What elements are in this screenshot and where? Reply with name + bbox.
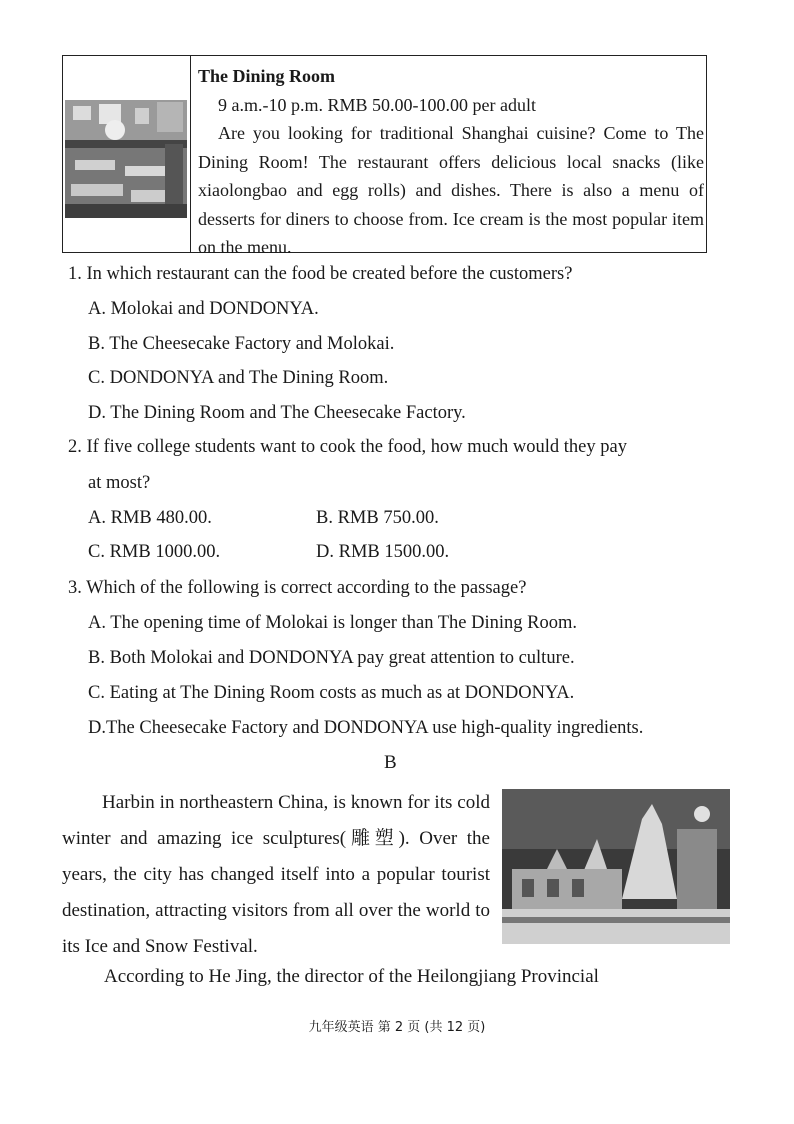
question-2-option-a: A. RMB 480.00. xyxy=(88,508,212,528)
question-1-stem: 1. In which restaurant can the food be created before the customers? xyxy=(68,264,573,284)
ice-sculpture-photo xyxy=(502,789,730,944)
question-2-option-b: B. RMB 750.00. xyxy=(316,508,439,528)
question-3-option-b: B. Both Molokai and DONDONYA pay great attention to culture. xyxy=(88,648,575,668)
question-1-option-d: D. The Dining Room and The Cheesecake Factory. xyxy=(88,403,466,423)
section-letter: B xyxy=(384,752,397,773)
page-footer: 九年级英语 第 2 页 (共 12 页) xyxy=(308,1020,486,1035)
box-divider xyxy=(190,56,191,252)
question-2-option-c: C. RMB 1000.00. xyxy=(88,542,221,562)
question-1-option-a: A. Molokai and DONDONYA. xyxy=(88,299,319,319)
question-3-option-a: A. The opening time of Molokai is longer than The Dining Room. xyxy=(88,613,577,633)
passage-paragraph-2: According to He Jing, the director of the Heilongjiang Provincial xyxy=(104,966,599,987)
restaurant-hours-price: 9 a.m.-10 p.m. RMB 50.00-100.00 per adult xyxy=(218,94,536,115)
restaurant-box xyxy=(62,55,707,257)
question-2-stem-line2: at most? xyxy=(88,473,151,493)
question-1-option-b: B. The Cheesecake Factory and Molokai. xyxy=(88,334,395,354)
restaurant-content xyxy=(198,62,704,262)
question-3-stem: 3. Which of the following is correct according to the passage? xyxy=(68,578,527,598)
restaurant-name: The Dining Room xyxy=(198,66,336,86)
question-1-option-c: C. DONDONYA and The Dining Room. xyxy=(88,368,389,388)
restaurant-description: Are you looking for traditional Shanghai cuisine? Come to The Dining Room! The restaurant offers delicious local snacks (like xiaolongbao and egg rolls) and dishes. There is also a menu of desserts for diners to choose from. Ice cream is the most popular item on the menu. xyxy=(198,123,704,257)
question-3-option-d: D.The Cheesecake Factory and DONDONYA use high-quality ingredients. xyxy=(88,718,644,738)
restaurant-photo xyxy=(65,100,187,218)
passage-paragraph-1: Harbin in northeastern China, is known for its cold winter and amazing ice sculptures(雕塑). Over the years, the city has changed itself into a popular tourist destination, attracting visitors from all over the world to its Ice and Snow Festival. xyxy=(62,792,490,957)
question-2-stem-line1: 2. If five college students want to cook the food, how much would they pay xyxy=(68,437,627,457)
question-2-option-d: D. RMB 1500.00. xyxy=(316,542,450,562)
question-3-option-c: C. Eating at The Dining Room costs as much as at DONDONYA. xyxy=(88,683,575,703)
